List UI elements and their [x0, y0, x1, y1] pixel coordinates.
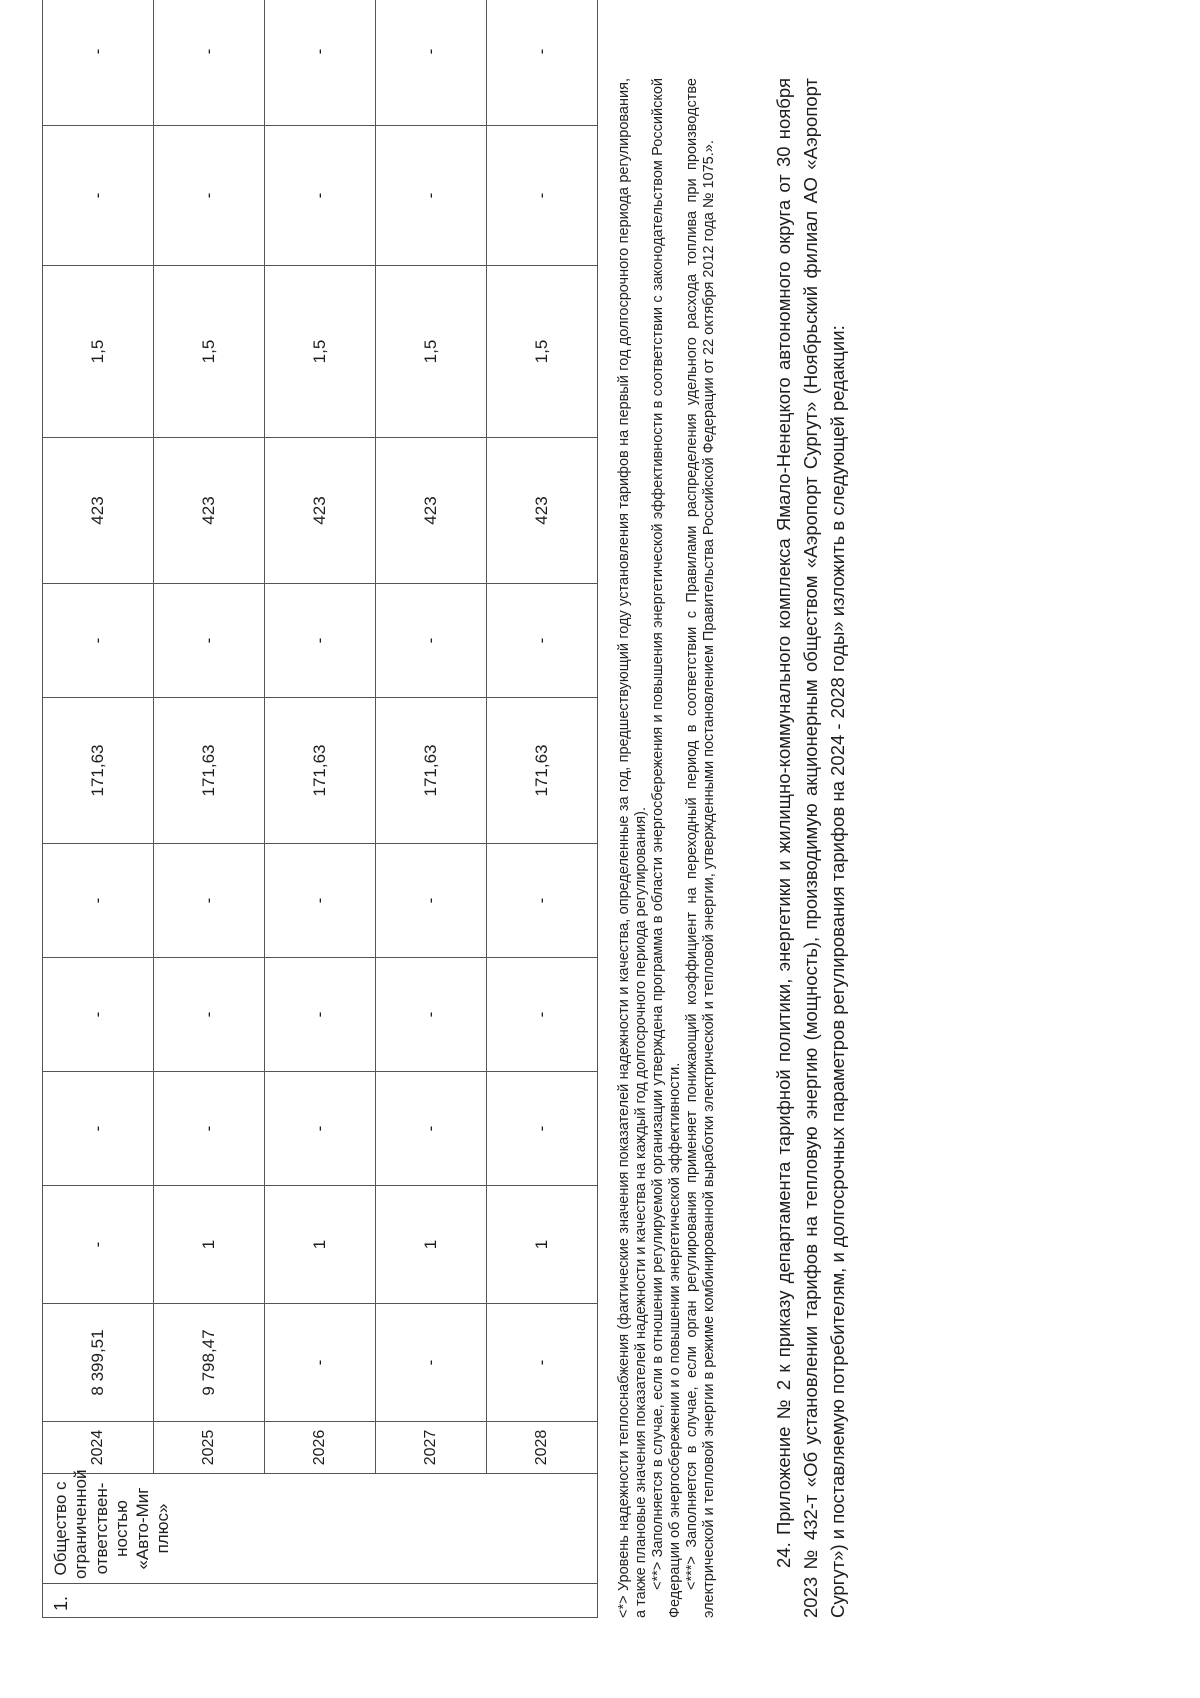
value-cell: -: [43, 0, 154, 126]
value-cell: -: [487, 584, 598, 698]
value-cell: -: [376, 584, 487, 698]
value-cell: -: [43, 126, 154, 266]
efficiency-index-cell: 1: [265, 1186, 376, 1304]
value-cell: -: [487, 126, 598, 266]
value-cell: -: [265, 958, 376, 1072]
value-cell: -: [487, 844, 598, 958]
year-cell: 2026: [265, 1422, 376, 1474]
value-cell: -: [487, 1072, 598, 1186]
losses-cell: 423: [43, 438, 154, 584]
value-cell: -: [154, 958, 265, 1072]
reliability-cell: 1,5: [265, 266, 376, 438]
efficiency-index-cell: 1: [487, 1186, 598, 1304]
value-cell: -: [376, 126, 487, 266]
table-row: [376, 0, 487, 1618]
row-number: 1.: [43, 1584, 598, 1618]
table-row: [487, 0, 598, 1618]
base-opex-cell: 8 399,51: [43, 1304, 154, 1422]
table-row: [154, 0, 265, 1618]
value-cell: -: [265, 126, 376, 266]
year-cell: 2027: [376, 1422, 487, 1474]
losses-cell: 423: [154, 438, 265, 584]
value-cell: -: [154, 584, 265, 698]
value-cell: -: [154, 126, 265, 266]
table-row: [265, 0, 376, 1618]
efficiency-index-cell: -: [43, 1186, 154, 1304]
value-cell: -: [154, 0, 265, 126]
base-opex-cell: -: [265, 1304, 376, 1422]
value-cell: -: [265, 844, 376, 958]
value-cell: -: [487, 0, 598, 126]
footnote-reliability: <*> Уровень надежности теплоснабжения (фактические значения показателей надежности и качества, определенные за год, предшествующий году установления тарифов на первый год долгосрочного периода регулирования, а также плановые значения показателей надежности и качества на каждый год долгосрочного периода регулирования).: [616, 78, 649, 1618]
year-cell: 2028: [487, 1422, 598, 1474]
amendment-paragraph: 24. Приложение № 2 к приказу департамента тарифной политики, энергетики и жилищно-коммунального комплекса Ямало-Ненецкого автономного округа от 30 ноября 2023 № 432-т «Об установлении тарифов на тепловую энергию (мощность), производимую акционерным обществом «Аэропорт Сургут» (Ноябрьский филиал АО «Аэропорт Сургут») и поставляемую потребителям, и долгосрочных параметров регулирования тарифов на 2024 - 2028 годы» изложить в следующей редакции:: [773, 78, 848, 1618]
table-row: [43, 0, 154, 1618]
fuel-rate-cell: 171,63: [43, 698, 154, 844]
page-content: [42, 48, 851, 1618]
base-opex-cell: 9 798,47: [154, 1304, 265, 1422]
base-opex-cell: -: [487, 1304, 598, 1422]
footnote-reduction-coefficient: <***> Заполняется в случае, если орган регулирования применяет понижающий коэффициент на переходный период в соответствии с Правилами распределения удельного расхода топлива при производстве электрической и тепловой энергии в режиме комбинированной выработки электрической и тепловой энергии, утвержденными постановлением Правительства Российской Федерации от 22 октября 2012 года № 1075.».: [684, 78, 717, 1618]
base-opex-cell: -: [376, 1304, 487, 1422]
reliability-cell: 1,5: [43, 266, 154, 438]
fuel-rate-cell: 171,63: [154, 698, 265, 844]
value-cell: -: [43, 584, 154, 698]
value-cell: -: [376, 1072, 487, 1186]
efficiency-index-cell: 1: [154, 1186, 265, 1304]
value-cell: -: [154, 844, 265, 958]
value-cell: -: [43, 1072, 154, 1186]
value-cell: -: [154, 1072, 265, 1186]
value-cell: -: [43, 958, 154, 1072]
losses-cell: 423: [487, 438, 598, 584]
fuel-rate-cell: 171,63: [487, 698, 598, 844]
fuel-rate-cell: 171,63: [265, 698, 376, 844]
reliability-cell: 1,5: [154, 266, 265, 438]
reliability-cell: 1,5: [487, 266, 598, 438]
year-cell: 2025: [154, 1422, 265, 1474]
losses-cell: 423: [265, 438, 376, 584]
fuel-rate-cell: 171,63: [376, 698, 487, 844]
value-cell: -: [376, 958, 487, 1072]
table-body: [43, 0, 598, 1618]
value-cell: -: [265, 584, 376, 698]
value-cell: -: [265, 0, 376, 126]
organization-name: Общество с ограниченной ответствен-ностью «Авто-Миг плюс»: [43, 1474, 598, 1584]
value-cell: -: [43, 844, 154, 958]
footnote-energy-efficiency: <**> Заполняется в случае, если в отношении регулируемой организации утверждена программа в области энергосбережения и повышения энергетической эффективности в соответствии с законодательством Российской Федерации об энергосбережении и о повышении энергетической эффективности.: [650, 78, 683, 1618]
losses-cell: 423: [376, 438, 487, 584]
footnotes: [616, 78, 718, 1618]
reliability-cell: 1,5: [376, 266, 487, 438]
value-cell: -: [376, 844, 487, 958]
efficiency-index-cell: 1: [376, 1186, 487, 1304]
value-cell: -: [376, 0, 487, 126]
tariff-parameters-table: [42, 0, 598, 1618]
value-cell: -: [265, 1072, 376, 1186]
year-cell: 2024: [43, 1422, 154, 1474]
value-cell: -: [487, 958, 598, 1072]
